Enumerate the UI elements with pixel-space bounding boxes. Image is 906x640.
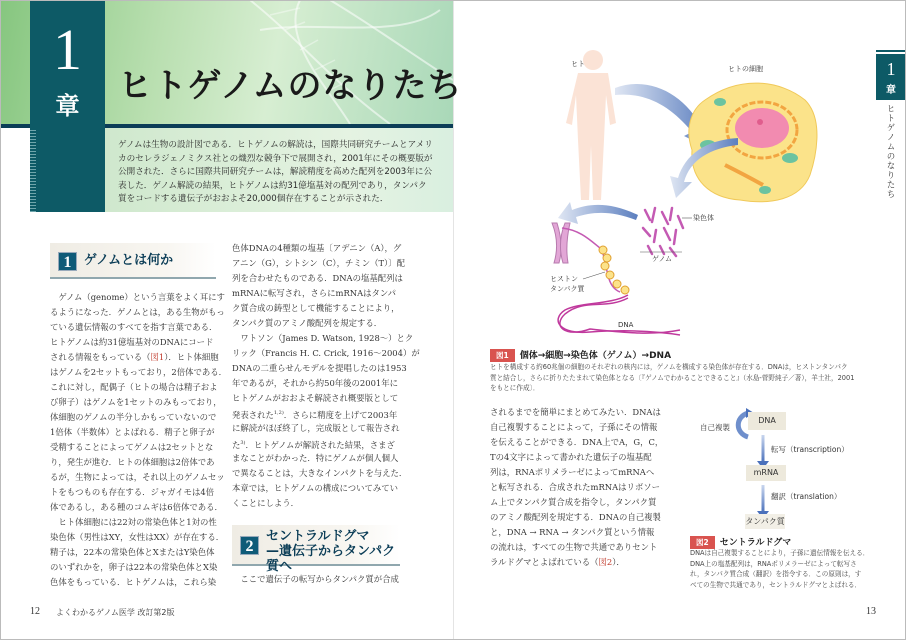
text-line: 本章では，ヒトゲノムの構成についてみてい: [232, 483, 398, 493]
section-title-line2: —遺伝子からタンパク質へ: [266, 544, 396, 574]
figure-1-title-text: 個体→細胞→染色体（ゲノム）→DNA: [519, 351, 672, 361]
chapter-number-block: [30, 0, 105, 212]
transcription-arrow: [762, 435, 765, 463]
figure-reference-link[interactable]: 図1: [150, 352, 165, 362]
text-segment: 発表された: [232, 410, 274, 420]
text-line: はゲノムを2セットもっており，2倍体である．: [50, 367, 227, 377]
text-line: ゲノムは生物の設計図である．ヒトゲノムの解読は，国際共同研究チームとアメリ: [118, 140, 433, 150]
text-line: ワトソン（James D. Watson, 1928～）とク: [232, 333, 414, 343]
running-head: よくわかるゲノム医学 改訂第2版: [56, 608, 175, 617]
text-line: [490, 555, 663, 570]
translation-arrow: [762, 485, 765, 513]
text-line: べての生物で共通であり，セントラルドグマとよばれる．: [690, 580, 862, 589]
text-line: トをもつものも存在する．ジャガイモは4倍: [50, 487, 215, 497]
text-line: 体であるし，ある種のコムギは6倍体である．: [50, 502, 223, 512]
text-line: ヒトを構成する約60兆個の細胞のそれぞれの核内には，ゲノムを構成する染色体が存在する．DNAは，ヒストンタンパク: [490, 363, 848, 371]
text-line: るが，生物によっては，それ以上のゲノムセッ: [50, 472, 225, 482]
text-line: 1倍体（半数体）とよばれる．精子と卵子が: [50, 427, 215, 437]
text-line: DNA上の塩基配列は，RNAポリメラーゼによって転写さ: [690, 559, 857, 568]
cell-illustration: [689, 83, 817, 202]
text-line: の流れは，すべての生物で共通でありセント: [490, 542, 658, 552]
text-line: アニン（G），シトシン（C），チミン（T）〕配: [232, 258, 405, 268]
body-column-3: [490, 405, 663, 570]
figure-2-title-text: セントラルドグマ: [719, 538, 792, 548]
text-line: れ，タンパク質合成（翻訳）を指令する．この原則は，す: [690, 570, 862, 578]
text-line: カのセレラジェノミクス社との熾烈な競争下で展開され，2001年にその概要版が: [118, 153, 433, 164]
body-column-2-continued: [232, 572, 399, 587]
text-line: と転写される．合成されたmRNAはリボソー: [490, 482, 660, 492]
mrna-box: mRNA: [746, 465, 786, 481]
body-column-2: [232, 241, 420, 511]
label-dna: DNA: [618, 321, 634, 329]
text-line: 列を合わせたものである．DNAの塩基配列は: [232, 273, 403, 283]
label-transcription: 転写（transcription）: [771, 445, 849, 454]
label-human-cell: ヒトの細胞: [728, 65, 763, 73]
text-line: ここで遺伝子の転写からタンパク質が合成: [232, 574, 399, 584]
text-line: これに対し，配偶子（ヒトの場合は精子およ: [50, 382, 218, 392]
section-title-line1: セントラルドグマ: [266, 529, 370, 544]
text-line: 体細胞のゲノムの半分しかもっていないので: [50, 412, 217, 422]
text-segment: される情報をもっている（: [50, 352, 151, 362]
section-heading-2: [232, 525, 400, 574]
text-line: ゲノム（genome）という言葉をよく耳にす: [50, 292, 225, 302]
figure-1-illustration: [480, 40, 840, 345]
text-line: 受精することによってゲノムは2セットとな: [50, 442, 214, 452]
text-segment: ．ヒトゲノムが解読された結果，さまざ: [245, 440, 395, 450]
text-line: をもとに作成〕．: [490, 384, 540, 392]
histone-beads: [599, 246, 629, 294]
text-line: [50, 350, 227, 365]
section-number: 2: [240, 536, 259, 555]
text-line: されるまでを簡単にまとめてみたい．DNAは: [490, 407, 661, 417]
thumb-chapter-title: ヒトゲノムのなりたち: [885, 104, 895, 199]
section-number: 1: [58, 252, 77, 271]
text-line: り，発生が進む．ヒトの体細胞は2倍体であ: [50, 457, 215, 467]
citation-superscript: 1,2): [273, 410, 284, 416]
decorative-stripes: [30, 128, 36, 212]
text-line: 表した．ゲノム解読の結果，ヒトゲノムは約31億塩基対の配列であり，タンパク: [118, 180, 427, 191]
text-line: ヒト体細胞には22対の常染色体と1対の性: [50, 517, 217, 527]
body-column-1: [50, 290, 227, 590]
citation-superscript: 3): [240, 440, 246, 446]
label-histone-protein: タンパク質: [550, 285, 585, 293]
text-line: に解読がほぼ終了し，完成版として報告され: [232, 423, 400, 433]
section-heading-1: [50, 243, 216, 279]
text-line: まなことがわかった．特にゲノムが個人個人: [232, 453, 399, 463]
figure-2-badge: 図2: [690, 536, 715, 549]
label-human: ヒト: [571, 60, 585, 68]
chapter-title: ヒトゲノムのなりたち: [118, 66, 463, 106]
text-line: DNAは自己複製することにより，子孫に遺伝情報を伝える．: [690, 549, 870, 557]
text-line: び卵子）はゲノムを1セットのみもっており，: [50, 397, 222, 407]
figure-2-caption: [690, 548, 869, 590]
thumb-chapter-number: 1: [886, 59, 896, 79]
label-self-replication: 自己複製: [700, 423, 730, 432]
text-line: のいずれかを，卵子は22本の常染色体とX染: [50, 562, 218, 572]
protein-box: タンパク質: [745, 514, 785, 529]
text-line: 自己複製することによって，子孫にその情報: [490, 422, 658, 432]
text-segment: ）．: [612, 557, 625, 567]
text-line: [232, 436, 420, 451]
text-line: 質と結合し，さらに折りたたまれて染色体となる〔『ゲノムでわかることできること』（水島-菅野純子／著），羊土社，2001: [490, 373, 855, 382]
text-line: Tの4文字によって書かれた遺伝子の塩基配: [490, 452, 652, 462]
text-segment: ラルドグマとよばれている（: [490, 557, 599, 567]
text-line: ム上でタンパク質合成を指令し，タンパク質: [490, 497, 657, 507]
label-chromosome: 染色体: [693, 214, 714, 222]
text-line: ている遺伝情報のすべてを指す言葉である．: [50, 322, 218, 332]
text-line: DNAの二重らせんモデルを提唱したのは1953: [232, 363, 407, 373]
text-line: 質をコードする遺伝子がおおよそ20,000個存在することが示された．: [118, 194, 389, 205]
text-line: で異なることは，大きなインパクトを与えた．: [232, 468, 408, 478]
chapter-number: 1: [53, 17, 82, 82]
text-line: のアミノ酸配列を規定する．DNAの自己複製: [490, 512, 661, 522]
text-line: ク質合成の鋳型として機能することにより，: [232, 303, 400, 313]
text-segment: ）．ヒト体細胞: [164, 352, 219, 362]
chapter-thumb-tab[interactable]: [876, 54, 906, 100]
page-number-left: 12: [30, 606, 40, 617]
dna-double-helix: [558, 295, 680, 335]
chromosome-cluster: [643, 208, 683, 256]
text-line: リック（Francis H. C. Crick, 1916～2004）が: [232, 348, 420, 358]
text-line: くことにしよう．: [232, 498, 299, 508]
text-line: 公開された．さらに国際共同研究チームは，解読精度を高めた配列を2003年に公: [118, 167, 433, 178]
text-line: mRNAに転写され，さらにmRNAはタンパ: [232, 288, 397, 298]
text-line: ヒトゲノムは約31億塩基対のDNAにコード: [50, 337, 214, 347]
text-line: 精子は，22本の常染色体とXまたはY染色体: [50, 547, 215, 557]
text-line: 色体をもっている．ヒトゲノムは，これら染: [50, 577, 217, 587]
thumb-chapter-kanji: 章: [886, 85, 896, 96]
label-genome: ゲノム: [652, 255, 673, 263]
text-segment: ．さらに精度を上げて2003年: [283, 410, 398, 420]
section-title: ゲノムとは何か: [84, 253, 174, 268]
text-line: るようになった．ゲノムとは，ある生物がもっ: [50, 307, 225, 317]
text-line: 列は，RNAポリメラーゼによってmRNAへ: [490, 467, 655, 477]
figure-1-badge: 図1: [490, 349, 515, 362]
dna-box: DNA: [748, 412, 786, 430]
text-line: と，DNA → RNA → タンパク質という情報: [490, 527, 655, 537]
human-silhouette: [566, 50, 616, 200]
label-translation: 翻訳（translation）: [771, 492, 842, 501]
text-line: タンパク質のアミノ酸配列を規定する．: [232, 318, 383, 328]
figure-1-title: [490, 348, 671, 362]
arrow-genome-to-dna: [558, 202, 638, 224]
text-segment: た: [232, 440, 241, 450]
text-line: 年であるが，それから約50年後の2001年に: [232, 378, 398, 388]
text-line: ヒトゲノムがおおよそ解読され概要版として: [232, 393, 399, 403]
thumb-tab-rule: [876, 50, 906, 52]
text-line: 色体DNAの4種類の塩基〔アデニン（A），グ: [232, 243, 402, 253]
text-line: 染色体（男性はXY，女性はXX）が存在する．: [50, 532, 225, 542]
figure-1-caption: [490, 362, 854, 394]
figure-reference-link[interactable]: 図2: [598, 557, 613, 567]
chapter-intro-text: [118, 139, 433, 207]
text-line: を伝えることができる．DNA上でA，G，C，: [490, 437, 664, 447]
text-line: [232, 406, 420, 421]
label-histone: ヒストン: [550, 275, 578, 283]
page-number-right: 13: [866, 606, 876, 617]
chapter-kanji: 章: [55, 92, 80, 120]
figure-2-title: [690, 535, 791, 549]
